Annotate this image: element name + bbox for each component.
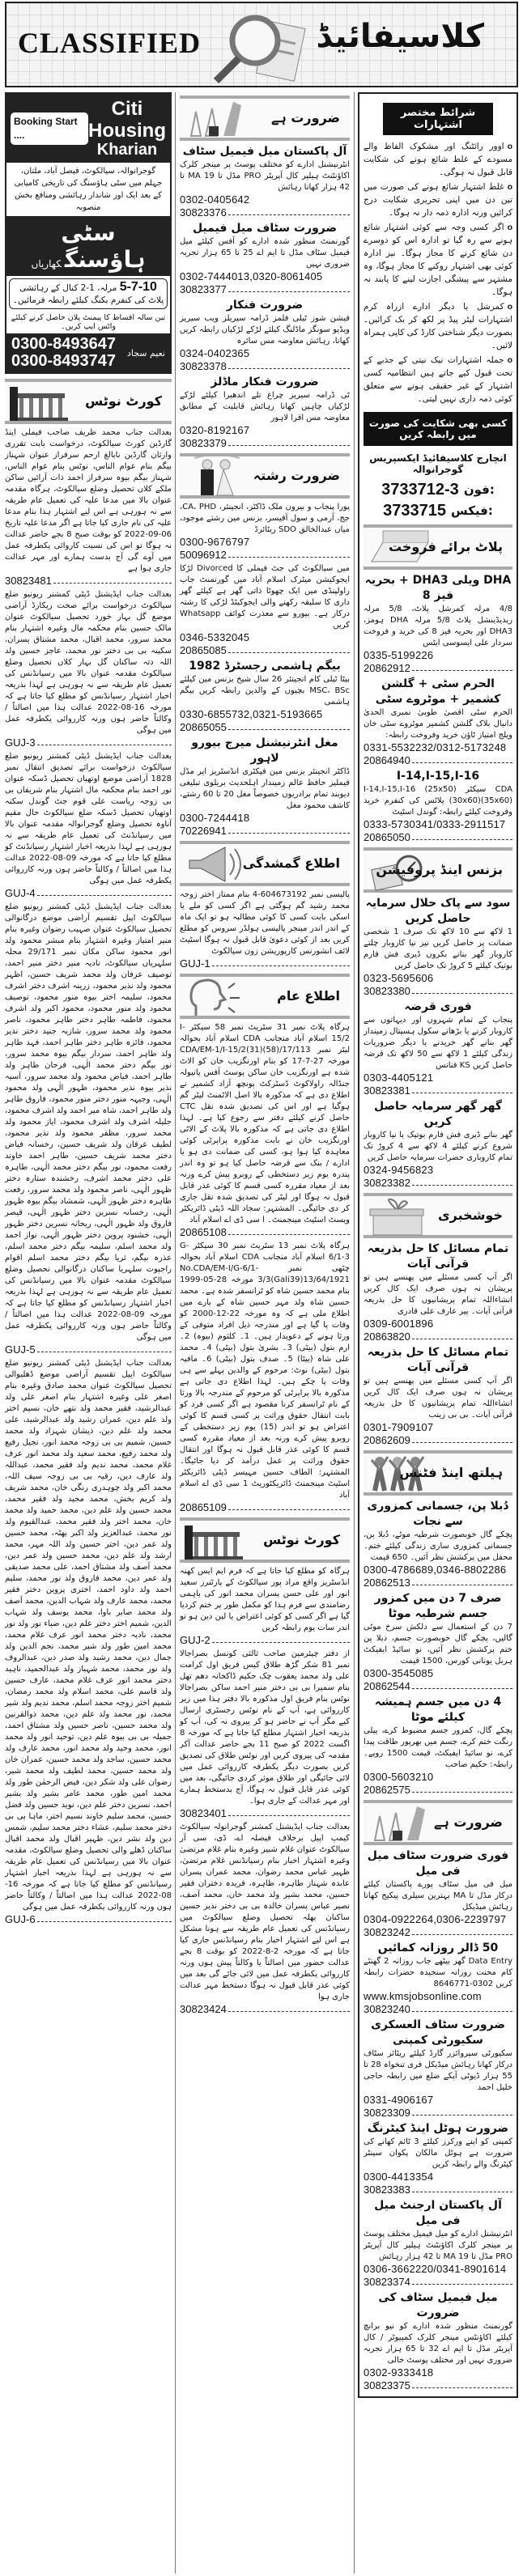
ad-title: سود سے پاک حلال سرمایہ حاصل کریں (365, 897, 511, 925)
fax-label: فیکس: (451, 503, 493, 518)
installment-plan: تین سالہ اقساط کا پیمنٹ پلان حاصل کرنے کیلئے واٹس ایپ کریں۔ (11, 313, 166, 331)
ad-phone: 0331-5532232/0312-5173248 (364, 741, 507, 753)
citi-housing-description: گوجرانوالہ، سیالکوٹ، فیصل آباد، ملتان، جہلم میں سٹی ہاؤسنگ کی تاریخی کامیابی کے بعد ایک اور شاندار رہائشی ومنافع بخش منصوبہ (14, 167, 163, 212)
ad-body: 7 دن کے استعمال سے دلکش سرخ موٹی گالیں، پچکے گال خوبصورت جسم، دبلا پن ختم پرکشش نظر آئیں، نو سائیڈ ایفیکٹ ہربل یونانی کورس، 1500 قیمت (364, 1623, 512, 1666)
citi-housing-city: Kharian (96, 141, 158, 159)
classified-ad (364, 2198, 512, 2289)
ad-reference (364, 1330, 512, 1343)
ad-reference (364, 754, 512, 767)
ad-reference (364, 2276, 512, 2289)
classified-ad (180, 889, 350, 970)
terms-rule: o غلط اشتہار شائع ہونے کی صورت میں تین دن میں اپنی تحریری شکایت درج کرائیں ورنہ ادارہ ذمہ دار نہ ہوگا۔ (364, 180, 512, 219)
ad-title: تمام مسائل کا حل بذریعہ قرآنی آیات (367, 1242, 509, 1271)
dashed-separator (412, 1442, 512, 1443)
classified-ad (364, 2290, 512, 2392)
ad-body: CDA سیکٹر I-14,I-15,I-16 (25x50)(30x60)(35x60) پلاٹس کی کنفرم خرید وفروخت کیلئے رابطہ: گوندل اسٹیٹ (364, 785, 513, 817)
ad-phone: 0302-0405642 (180, 193, 250, 206)
dashed-separator (228, 291, 350, 292)
category-header (364, 1193, 512, 1238)
citi-housing-urdu-name (6, 216, 170, 276)
terms-rule: o کمرشل یا دیگر ادارے ازراہ کرم اشتہارات لیٹر پیڈ پر لکھ کر بک کرائیں۔ بصورت دیگر شناختی کارڈ کی کاپی ہمراہ لائیں۔ (364, 300, 512, 352)
ad-body: ہرگاہ پلاٹ نمبر 13 سٹریٹ نمبر 30 سیکٹر G-6/1-3 اسلام آباد منجانب CDA اسلام آباد بحوالہ چٹھی نمبر No.CDA/EM-I/G-6/1-3/3(Gali39)13/64/1921 مورخہ 28-05-1999 بنام محمد حسین شاہ کو ٹرانسفر شدہ ہے۔ محمد حسین شاہ ولد مہر حسین شاہ کے بارے میں اطلاع ملی ہے کہ وہ مورخہ 22-12-2000 کو وفات پا گیا ہے اور مندرجہ ذیل افراد متوفی کے ورثا ہونے کے دعویدار ہیں۔ 1۔ کلثوم (بیوہ) 2۔ ارم بتول (بیٹی) 3۔ بشریٰ بتول (بیٹی) 4۔ محمد علی شاہ (بیٹا) 5۔ صدف بتول (بیٹی) 6۔ مافیہ بتول (بیٹی) نوٹ: مرحوم کے والدین پہلے سے ہی وفات پا چکے ہیں۔ لہذا اطلاع دی جاتی ہے مذکورہ بالا پراپرٹی کو مرحوم کے مندرجہ بالا ورثا کے نام ٹرانسفر کرنا مقصود ہے اگر کسی فرد کو بابت انتقال حقوق وراثت پر کسی قسم کا کوئی اعتراض ہو تو اندر (15) یوم زیر دستخطی کے روبرو پیش کرے ورنہ بعد از معیاد مقررہ کسی قسم کا کوئی عذر قابل قبول نہ ہوگا اور انتقال حقوق وراثت پر عمل درآمد کر دیا جائیگا۔ المشتہر: الطاف حسین مہیسر ڈپٹی ڈائریکٹر اسٹیٹ مینجمنٹ ڈائریکٹوریٹ 1 سی ڈی اے اسلام آباد (180, 1241, 351, 1500)
dashed-separator (53, 583, 172, 584)
ad-reference (180, 825, 350, 838)
citi-housing-title: Citi Housing (88, 98, 166, 142)
ad-phone: 0331-4906167 (364, 2094, 434, 2106)
incharge-label: انچارج کلاسیفائیڈ ایکسپریس گوجرانوالہ (369, 452, 507, 475)
dashed-separator (412, 2284, 512, 2285)
ad-title: فوری ضرورت سٹاف میل فی میل (367, 1849, 509, 1878)
ad-body: بعدالت جناب ایڈیشنل ڈپٹی کمشنر ریونیو ضلع سیالکوٹ درخواست برائے صحت ریکارڈ آراضی موضع گل بہار خورد تحصیل سیالکوٹ عنوان مالک حسین بنام محکمہ مال وغیرہ اشتہار بنام محمد سرور، محمد اقبال، محمد مشتاق پسران، سکینہ بی بی دختر نور محمد، عاجز حسین ولد اللہ دتہ ساکنان گل بہار کلاں تحصیل وضلع سیالکوٹ مقدمہ عنوان بالا میں رسپانڈنس کی تعمیل عام طریقہ سے نہ ہورہی ہے لہذا بذریعہ اخبار اشتہار رسپانڈنس کو مطلع کیا جاتا ہے کہ مورخہ 16-08-2022 عدالت ہذا میں اصالتاً / وکالتاً حاضر ہوں ورنہ کارروائی یکطرفہ عمل میں ہوگی (5, 590, 172, 735)
ad-title: آل پاکستان میل فیمیل سٹاف (182, 145, 347, 158)
courthouse-icon (185, 1521, 249, 1561)
ad-code: 30823376 (180, 206, 227, 219)
ad-phone: 0300-3545085 (364, 1667, 434, 1679)
ad-phone: 0320-8192167 (180, 424, 250, 436)
dashed-separator (228, 1509, 350, 1510)
gift-box-icon (368, 1196, 433, 1237)
ad-code: GUJ-3 (5, 736, 36, 749)
citi-phones (11, 336, 127, 370)
category-label: ضرورت ہے (434, 1814, 503, 1830)
ad-phone: 0333-5730341/0333-2911517 (364, 818, 506, 830)
terms-box (364, 103, 512, 521)
office-phone-number: 3733712-3 (381, 481, 459, 499)
ad-code: 30823377 (180, 283, 227, 295)
classified-ad (5, 751, 172, 900)
ad-body: فیشن شوز ٹیلی فلمز ڈرامہ سیریلز ویب سیریز ویڈیو سونگز ماڈلنگ کیلئے لڑکے لڑکیاں رابطہ کریں کھانا، رہائش معاوضہ مس سائرہ (180, 314, 350, 346)
ad-body: پچکے گال، کمزور جسم مضبوط کرے، پیلی رنگت ختم کرے، جسم میں بھرپور طاقت پیدا کرے، نو سائیڈ ایفیکٹ، قیمت 1500 روپے۔ رابطہ: حکیم صاحب (364, 1726, 512, 1769)
ad-title: ضرورت سٹاف العسکری سکیورٹی کمپنی (371, 2018, 505, 2047)
office-phone (364, 479, 512, 500)
classified-ad (180, 1241, 350, 1514)
ad-title: I-14,I-15,I-16 (396, 770, 480, 783)
category-label: خوشخبری (438, 1207, 503, 1223)
ad-reference (180, 283, 350, 296)
speaking-head-icon (185, 977, 249, 1017)
ad-code: 20862609 (364, 1434, 410, 1446)
ad-title: آل پاکستان ارجنٹ میل فی میل (374, 2199, 502, 2227)
ad-title: مغل انٹرنیشنل میرج بیورو لاہور (191, 736, 338, 765)
ad-body: گورنمنٹ منظور شدہ ادارے کو نیو برانچ کیلئے اکاؤنٹس مینجر کلرک کمپیوٹر / کال آپریٹر مڈل تا ایم اے 32 تا 65 ہزار تجربہ ضروری نہیں اور مختلف پوسٹ خالی (364, 2322, 512, 2365)
ad-body: میل فی میل سٹاف پورے پاکستان کیلئے درکار مڈل تا MA بہترین سیلری پیکیج کھانا رہائش میڈیکل (364, 1880, 513, 1912)
ad-body: ٹی ڈرامہ سیریز چراغ تلے اندھیرا کیلئے لڑکے لڑکیاں چاہیں کھانا رہائش قابلیت کے مطابق معاوضہ مس اقرا لاہور (180, 391, 350, 422)
category-header (180, 841, 350, 886)
phone-number: 0300-8493747 (11, 352, 117, 370)
ad-body: 1 لاکھ سے 10 لاکھ تک صرف 1 شخصی ضمانت پر حاصل کریں نیز نیا کاروبار چلتے کاروبار گھر بنانے بکروں ڈیری فش فارم بوتیک کیلئے 5 کروڑ تک حاصل کریں (364, 927, 512, 970)
ad-body: اگر آپ کسی مسئلے میں پھنسے ہیں تو پریشان نہ ہوں صرف ایک کال کریں انشاءاللہ تمام پریشانیوں کا حل بذریعہ قرآنی آیات۔ پیر عارف علی قادری (364, 1273, 512, 1316)
dashed-separator (228, 445, 350, 446)
ad-reference (5, 575, 172, 588)
category-label: کورٹ نوٹس (85, 393, 162, 409)
ad-body: بیٹا ٹیلی کام انجینئر 26 سال شیخ بزنس مین کیلئے MSC، BSc بچیوں کے والدین رابطہ کریں بیگم ہاشمی (180, 675, 350, 707)
ad-code: 20862544 (364, 1680, 410, 1692)
dashed-separator (212, 1642, 350, 1643)
ad-body: پالیسی نمبر 604673192-4 بنام ممتاز اختر زوجہ محمد رشید گم ہوگئی ہے اگر کسی کو ملے یا اسکی بابت کسی کا کوئی مطالبہ ہو تو ایک ماہ کے اندر اندر مینجر پالیسی ہولڈر سروس کو مطلع کریں بعد از کوئی دعویٰ قابل قبول نہ ہوگا اسٹیٹ لائف انشورنس کارپوریشن زون سیالکوٹ (180, 890, 351, 956)
ad-code: 20865050 (364, 831, 410, 843)
right-column-ads (364, 524, 512, 2392)
urdu-name: سٹی ہاؤسنگ (61, 219, 146, 273)
ad-code: 30823381 (364, 1084, 410, 1097)
ad-title: ضرورت سٹاف میل فیمیل (192, 222, 338, 235)
ad-title: تمام مسائل کا حل بذریعہ قرآنی آیات (367, 1346, 509, 1374)
plot-size-numbers: 5-7-10 (119, 280, 157, 294)
classified-ad (364, 1695, 512, 1797)
classified-ad (180, 221, 350, 296)
ad-reference (180, 1501, 350, 1514)
terms-rule: o اوور رائٹنگ اور مشکوک الفاظ والے مسودے کے غلط شائع ہونے کی شکایت قابل قبول نہ ہوگی۔ (364, 140, 512, 179)
ad-code: GUJ-1 (180, 957, 210, 970)
megaphone-icon (185, 844, 249, 885)
dashed-separator (412, 1934, 512, 1935)
classified-ad (364, 1848, 512, 1939)
ad-code: 20862513 (364, 1577, 410, 1589)
classified-ad (5, 427, 172, 588)
raised-hands-icon (185, 99, 249, 139)
category-header (180, 974, 350, 1019)
ad-code: 20863820 (364, 1330, 410, 1343)
column-divider (354, 92, 355, 2574)
ad-reference (364, 2379, 512, 2392)
ad-body: گورنمنٹ منظور شدہ ادارے کو آفس کیلئے میل فیمیل سٹاف مڈل تا ایم اے 25 تا 65 ہزار تجربہ ضروری نہیں (180, 237, 350, 269)
ad-reference (364, 1577, 512, 1589)
classified-ad (180, 1566, 350, 1647)
classified-ad (180, 1022, 350, 1239)
ad-code: 30823309 (364, 2107, 410, 2119)
ad-code: 20865108 (180, 1226, 227, 1238)
ad-code: 30823374 (364, 2276, 410, 2288)
ad-reference (364, 1680, 512, 1693)
classified-ad (180, 563, 350, 657)
classified-ad (180, 375, 350, 450)
ad-phone: 0300-5603210 (364, 1771, 434, 1783)
ad-phone: 0324-0402365 (180, 347, 250, 359)
ad-code: 20864940 (364, 754, 410, 766)
ad-body: ہرگاہ کو مطلع کیا جاتا ہے کہ فرم ایم ایس کھنہ انڈسٹریز واقع مراد پور سیالکوٹ کے پارٹنرز سعید انور اور علی حسن پسران محمد انور کی باہمی رضامندی سے فرم ہذا کو مکمل طور پر ختم کردیا گیا ہے اگر کسی کو کوئی اعتراض یا لین دین ہو تو اندر سات یوم رابطہ کریں (180, 1567, 350, 1632)
ad-code: 20862912 (364, 662, 410, 674)
ad-reference (5, 736, 172, 749)
ad-title: DHA ویلی DHA3 + بحریہ فیز 8 (364, 574, 512, 602)
website-link[interactable]: www.kmsjobsonline.com (364, 1990, 482, 2002)
ad-phone: 0301-7909107 (364, 1421, 434, 1433)
category-label: اطلاع عام (277, 988, 340, 1004)
ad-title: گھر گھر سرمایہ حاصل کریں (373, 1100, 503, 1128)
ad-phone: 0304-0922264,0306-2239797 (364, 1913, 507, 1925)
ad-code: 50096912 (180, 549, 227, 561)
ad-body: Data Entry گھر بیٹھے جاب روزانہ 2 گھنٹے کام محنت روزانہ سنجیدہ حضرات رابطہ کریں 0302-8646771 (364, 1957, 512, 1988)
category-label: ضرورت رشتہ (253, 468, 340, 483)
category-header (364, 524, 512, 570)
ad-phone: 0302-9333418 (364, 2366, 434, 2379)
classified-ad (364, 999, 512, 1097)
ad-reference (364, 1434, 512, 1447)
ad-code: 30823382 (364, 1177, 410, 1189)
dashed-separator (412, 839, 512, 840)
ad-phone: 0303-4405121 (364, 1072, 434, 1084)
ad-phone: 0346-5332045 (180, 631, 250, 643)
classified-ad (364, 2018, 512, 2120)
ad-reference (180, 644, 350, 657)
ad-code: 20862575 (364, 1784, 410, 1796)
ad-code: 30823380 (364, 985, 410, 997)
ad-reference (180, 437, 350, 450)
ad-phone: 0306-3662220/0341-8901614 (364, 2263, 507, 2275)
ad-reference (364, 2183, 512, 2196)
dashed-separator (37, 1921, 172, 1922)
urdu-city: کھاریاں (31, 258, 62, 269)
classified-ad (364, 1345, 512, 1447)
ad-reference (180, 206, 350, 219)
ad-body: ہرگاہ پلاٹ نمبر 31 سٹریٹ نمبر 58 سیکٹر I-15/2 اسلام آباد منجانب CDA اسلام آباد بحوالہ لیٹر نمبر CDA/EM-1/I-15/2(31)(58)/17/113 مورخہ 27-7-17 کو بنام اورنگزیب خان کو الاٹ شدہ ہے اورنگزیب خان ساکن پوسٹ آفس پانیولہ جنڈالہ راولاکوٹ ڈسٹرکٹ پونچھ آزاد کشمیر نے اطلاع دی ہے کہ مذکورہ بالا اصل الاٹمنٹ لیٹر گم ہوگیا ہے اور اس کی تصدیق شدہ نقل CTC حاصل کرنے کیلئے دفتر سے رجوع کیا ہے۔ لہذا اطلاع دی جاتی ہے کہ مذکورہ بالا پلاٹ کے الاٹی اورنگزیب خان نے بابت مذکورہ پراپرٹی کوئی معاہدہ کیا ہوا ہو، کسی کی ضمانت دی ہو یا ادارے / بنک سے قرضہ حاصل کیا ہو تو وہ اندر پندرہ یوم زیر دستخطی کے روبرو پیش کرے ورنہ بعد از معیاد مقررہ کسی قسم کا کوئی عذر قابل قبول نہ ہوگا اور لیٹر کی تصدیق شدہ نقل جاری کر دی جائیگی۔ المشتہر: سجاد اللہ ڈپٹی ڈائریکٹر ویسٹ اسٹیٹ مینجمنٹ۔ ا سی ڈی اے اسلام آباد (180, 1023, 351, 1224)
ad-reference (180, 549, 350, 562)
ad-code: GUJ-4 (5, 887, 36, 899)
classified-ad (180, 736, 350, 838)
ad-title: ضرورت ہوٹل اینڈ کیٹرنگ (367, 2122, 509, 2135)
category-label: پلاٹ برائے فروخت (388, 539, 503, 554)
classified-ad (364, 1099, 512, 1190)
ad-code: 30823481 (5, 575, 52, 587)
category-label: ضرورت ہے (271, 110, 340, 125)
ad-reference (180, 1634, 350, 1647)
classified-title-urdu: کلاسیفائیڈ (316, 18, 484, 55)
citi-housing-name (88, 98, 166, 159)
ad-code: GUJ-5 (5, 1343, 36, 1356)
ad-phone: 0302-7444013,0320-8061405 (180, 270, 323, 282)
ad-code: 30823240 (364, 2003, 410, 2015)
classified-ad (364, 1499, 512, 1589)
ad-reference (364, 1926, 512, 1939)
ad-reference (180, 957, 350, 970)
ad-body: سکیورٹی سپروائزر گارڈ کیلئے ریٹائر سٹاف درکار کھانا رہائش میڈیکل فری تنخواہ 28 تا 55 ہزار ڈیوٹی آپکے ضلع میں رابطہ حاجی خلیل احمد (364, 2049, 512, 2092)
ad-body: پچکے گال خوبصورت شرطیہ موٹے، دُبلا پن، جسمانی کمزوری ساری زندگی کیلئے ختم۔ محفل میں پرکشش نظر آئیں۔ 650 قیمت (364, 1530, 512, 1562)
ad-reference (5, 1343, 172, 1356)
dashed-separator (228, 214, 350, 215)
phone-number: 0300-8493647 (11, 335, 117, 353)
ad-body: کمپنی کو اپنے ورکرز کیلئے 3 ٹائم کھانے کی ضرورت ہے ہوٹل مالکان پکوان سینٹر کیٹرنگ والے رابطہ کریں (364, 2137, 512, 2169)
classified-ad (5, 1358, 172, 1926)
ad-title: میل فیمیل سٹاف کی ضرورت (378, 2291, 498, 2319)
ad-phone: 0309-6001896 (364, 1318, 434, 1330)
dashed-separator (412, 1688, 512, 1689)
dashed-separator (37, 895, 172, 896)
category-header (180, 1517, 350, 1563)
ad-reference (364, 1084, 512, 1097)
left-column-ads (5, 379, 172, 1926)
classified-ad (180, 298, 350, 373)
ad-code: 20865055 (180, 721, 227, 733)
terms-rule: o اگر کسی وجہ سے کوئی اشتہار شائع ہونے سے رہ گیا تو ادارہ اس کو دوسرے دن شائع کرنے کا مجاز ہوگا۔ نیز ادارہ کوئی بھی اشتہار روکنے کا مجاز ہوگا، وہ مشتہر سے پیشگی اجازت لینے کا پابند نہ ہوگا۔ (364, 221, 512, 299)
ad-reference (364, 662, 512, 675)
ad-code: 20865085 (180, 644, 227, 656)
ad-code: 20865109 (180, 1501, 227, 1513)
ad-body: انٹرنیشنل ادارے کو میل فیمیل مختلف پوسٹ پر مینجر کلرک اکاؤنٹنٹ ہیلپر کال آپریٹر PRO مڈل تا MA 19 تا 42 ہزار رہائش (364, 2230, 512, 2261)
classified-ad (180, 1822, 350, 2016)
ad-body: ڈاکٹر انجینئر بزنس مین فیکٹری انڈسٹریز اپر مڈل فیملیز حافظ عالم زمیندار اہلحدیث بریلوی تبلیغی دیوبند تمام برادریوں خصوصاً مغل 20 تا 60 رشتے، کاشف محمود مغل (180, 767, 351, 810)
ad-body: 4/8 مرلہ کمرشل پلاٹ، 5/8 مرلہ ریذیڈینشل پلاٹ 5/8 مرلہ DHA ہومز، DHA3 اور بحریہ فیز 8 کی خرید و فروخت سردار علی ایسوسی ایٹس (364, 605, 512, 647)
middle-column-ads (180, 95, 350, 2016)
dashed-separator (412, 762, 512, 763)
classified-ad (364, 769, 512, 844)
classified-ad (364, 896, 512, 998)
ad-phone: 0300-7244418 (180, 812, 250, 824)
dashed-separator (212, 965, 350, 966)
ad-phone: 0300-9676797 (180, 536, 250, 548)
office-fax (364, 500, 512, 521)
classified-ad (364, 1941, 512, 2016)
ad-reference (180, 2003, 350, 2016)
terms-rules (364, 140, 512, 405)
dashed-separator (228, 729, 350, 730)
classified-ad (364, 677, 512, 767)
classified-ad (364, 2121, 512, 2196)
dashed-separator (412, 2115, 512, 2116)
ad-body: بعدالت جناب ایڈیشنل ڈپٹی کمشنر ریونیو ضلع سیالکوٹ اپیل تقسیم آراضی موضع درگانوالی تحصیل سیالکوٹ عنوان صہیب رضوان وغیرہ بنام منیر امتیاز وغیرہ اشتہار بنام مبشر محمود ولد انور محمود ساکن مکان نمبر 29/171 محلہ سلہریاں سیالکوٹ، نادیہ منیر دختر منیر احمد، توصیف عرفان ولد محمد شریف حسین، اظہر محمود ولد نذیر محمود، زرینہ اشرف دختر اشرف محمود، سلیمہ اختر بیوہ منور محمود، توصیف محمود ولد منور محمود، محمود اکبر ولد اشرف محمود، فاطمہ طاہر دختر طاہر محمود، ناصر محمود ولد محمد سرور، شازیہ جنید دختر نذیر محمود، فائزہ طاہر دختر طاہر احمد، فہد طاہر ولد طاہر احمد، سردار بیگم بیوہ محمد سرور، نور بیگم دختر محمد الٰہی، فرحان طاہر ولد طاہر احمد، فیاض محمود ولد محمد سرور، آسیہ نذیر بیوہ نذیر محمود، ظہور الٰہی ولد محمود الٰہی، وجیہہ منور دختر منور محمود، فاروق طاہر ولد طاہر احمد، شاہ میر احمد ولد اشرف محمود، جلیلہ اشرف ولد اشرف محمود، ایاز محمود ولد محمد سرور، مظفر محمود ولد نذیر محمود، لطیف عرفان ولد شریف حسین، رخسانہ فیاض دختر محمد شریف حسین، طاہر احمد خاوند رفعت محمود، نور بیگم دختر محمد الٰہی، طاہرہ علی دختر محمد اشرف، رخشندہ ستارہ دختر ظہور الٰہی، ناصر محمود ولد محمد سرور، رفعت طاہرہ دختر ظہور الٰہی، شمشاد بیگم بیوہ ظہور الٰہی، رخسانہ نسرین دختر ظہور الٰہی، قیصر فاروق ولد ظہور الٰہی، ریحانہ نسرین دختر ظہور الٰہی، خشنود پروین دختر ظہور الٰہی، نواز احمد ولد محمد اسلم، سلیمہ بیگم دختر محمد اسلم، عذرہ بیگم، ثریا بیگم دختر محمد اسلم اقوام راجپوت سلہریا ساکنان درگانوالی تحصیل وضلع سیالکوٹ مقدمہ عنوان بالا میں رسپانڈنس کی تعمیل عام طریقہ سے نہ ہورہی ہے لہذا بذریعہ اخبار اشتہار رسپانڈنس کو مطلع کیا جاتا ہے کہ مورخہ 09-08-2022 عدالت ہذا میں اصالتاً / وکالتاً حاضر ہوں ورنہ کارروائی یکطرفہ عمل میں ہوگی (5, 902, 172, 1342)
ad-code: 30823424 (180, 2003, 227, 2015)
ad-title: 50 ڈالر روزانہ کمائیں (377, 1942, 499, 1954)
ad-reference (180, 1226, 350, 1239)
category-label: کورٹ نوٹس (263, 1532, 340, 1547)
plot-sizes (9, 278, 168, 309)
plot-sizes-text: مرلہ، 1-2 کنال کے رہائشی پلاٹ کی کنفرم بکنگ کیلئے رابطہ فرمائیں۔ (12, 283, 164, 305)
category-header (364, 847, 512, 893)
left-column (5, 92, 172, 1928)
ad-reference (180, 721, 350, 734)
classified-ad (180, 659, 350, 734)
ad-reference (364, 2003, 512, 2016)
category-header (364, 1800, 512, 1845)
courthouse-icon (10, 382, 74, 422)
ad-reference (364, 985, 512, 998)
middle-column (180, 92, 350, 2018)
ad-code: GUJ-6 (5, 1913, 36, 1925)
ad-body: میں سیالکوٹ کی جٹ فیملی کا Divorced لڑکا ایجوکیشن میٹرک اسلام آباد میں گورنمنٹ جاب راولپنڈی میں ایک چھوٹا ذاتی گھر ہے کیلئے گھر داری کا سلیقہ رکھنے والی ایجوکیٹڈ لڑکی کا رشتہ درکار ہے۔ بیورو سے معذرت کوائف Whatsapp کریں (180, 564, 351, 630)
ad-body: گھر بنانے ڈیری فش فارم بوتیک یا نیا کاروبار شروع کرنے کیلئے 4 لاکھ سے 4 کروڑ تک تمام کاروباری حضرات سرمایہ حاصل کریں (364, 1131, 513, 1162)
ad-reference (180, 360, 350, 373)
ad-body: انٹرنیشنل ادارے کو مختلف پوسٹ پر مینجر کلرک اکاؤنٹنٹ ہیلپر کال آپریٹر PRO مڈل تا MA 19 تا 42 ہزار کھانا رہائش (180, 160, 350, 192)
category-header (364, 1450, 512, 1496)
raised-hands-icon (368, 1803, 433, 1844)
phone-label: فون: (463, 482, 495, 497)
ad-reference (364, 1784, 512, 1797)
office-fax-number: 3733715 (383, 502, 446, 520)
classified-ad (364, 1591, 512, 1693)
ad-code: 30823242 (364, 1926, 410, 1938)
ad-code: 30823383 (364, 2183, 410, 2196)
classified-ad (5, 589, 172, 749)
ad-phone: 0323-5695606 (364, 972, 434, 984)
category-header (180, 95, 350, 141)
page-header (5, 2, 518, 87)
complaint-banner: کسی بھی شکایت کی صورت میں رابطہ کریں (364, 412, 512, 446)
ad-body: پورا پنجاب و بیرون ملک ڈاکٹر، انجینئر، CA، PHD، جج، آرمی و سول آفیسر، بزنس مین رشتے موجود، میاں عبدالخالق SDO ریٹائرڈ (180, 503, 350, 534)
classified-ad (364, 1241, 512, 1343)
ad-title: فوری قرضہ (404, 1000, 472, 1013)
dashed-separator (412, 1185, 512, 1186)
ad-reference (364, 831, 512, 844)
classified-ad (180, 144, 350, 219)
ad-body: بعدالت جناب ایڈیشنل ڈپٹی کمشنر ریونیو ضلع سیالکوٹ اپیل تقسیم آراضی موضع ڈھلیوالی تحصیل سیالکوٹ عنوان محمد صادق وغیرہ بنام اصغر علی وغیرہ اشتہار بنام اصغر علی ولد عبدالرشید، فقیر محمد ولد نتھے خان، نسیم اختر ولد علم دین، عمران رشید ولد عبدالرشید، علی محمد ولد علم دین، ذیشان شہزاد ولد محمد حسین، شمیم بی بی زوجہ محمد انور، نجیل رفیع ولد محمد رفیع، محمد سعید ولد محمد انور عرف غلام محمد، محمد ندیم ولد فقیر محمد، عبداللہ ولد عارف دین، رقیہ بی بی زوجہ سیف اللہ، محمد اکبر ولد چوہدری رنگی خان، محمد شریف ولد کریم بخش، محمد مجید ولد فقیر محمد، محمد حسین ولد علم دین، محمد حمید ولد محمد خان، محمد اختر ولد فقیر محمد، عبدالقیوم ولد نور محمد، عبدالعزیز ولد اکبر بھٹہ، محمد حسین ولد عمر دین، اختر حسین ولد اللہ مہر، محمد ارشد ولد علم دین، محمد حسین ولد عمر دین، محمد آصف ولد مشتاق احمد، علی محمد صدیقی ولد عمر دین، محمد فاروق ولد نور محمد، سلیم احمد ولد داود احمد، اختری پروین دختر فقیر محمد، محمد عارف ولد شہاب الدین، محمد آصف ولد محمد صابر باوا، محمد یوسف ولد شہاب الدین، شمیم اختر دختر علم دین، ضیاء نور ولد نور محمد، نادیہ دختر محمد انور عرف غلام محمد، محمد امین طور ولد شیر محمد، نجم الدین ولد جمال دین، محمد رشید ولد صدر دین، عبدالروف ولد نور محمد، محمد شہباز ولد عبدالحمید، ناہید دختر محمد انور عرف غلام محمد، عارف حسین ولد قاسم علی، محمد اسلام ولد محمد رمضان، شمیم اختر زوجہ محمد اسلم، محمد ندیم ولد شیر محمد، نور محمد ولد علم دین، محمد ذوالقرنین ولد محمد حسین، ناصر حسین ولد مشتاق احمد، جمیلہ بی بی بیوہ علم دین، توحید انور ولد محمد انور، محمد وحید ولد محمد انور، محمد عارف ولد محمد حسین، ساجد ولد محمد حسین، عمران خان ولد محمد حسین، محمد لطیف ولد محمد شیر، رضوان علی ولد شکر دین، فیض الرحمٰن طور ولد محمد امین طور، محمد عامر بشیر ولد بشیر احمد، نسرین دختر علم دین، نوید حسین ولد فضل حسین، محمد سلیم خاوند نسیم اختر، ماہا بی بی دختر محمد سلیم، عشاء دختر محمد سلیم، شمس دین ولد نشر دین، ظہیر اقبال ولد محمد اقبال ساکنان ڈھلے والی تحصیل وضلع سیالکوٹ، مقدمہ عنوان بالا میں رسپانڈنس کی تعمیل عام طریقہ سے نہ ہورہی ہے لہذا بذریعہ اخبار اشتہار رسپانڈنس کو مطلع کیا جاتا ہے کہ مورخہ 16-08-2022 عدالت ہذا میں اصالتاً / وکالتاً حاضر ہوں ورنہ کارروائی یکطرفہ عمل میں ہوگی (4, 1359, 172, 1912)
dashed-separator (228, 652, 350, 653)
classified-title-english: CLASSIFIED (18, 27, 202, 59)
ad-title: صرف 7 دن میں کمزور جسم شرطیہ موٹا (374, 1592, 502, 1620)
dashed-separator (228, 368, 350, 369)
category-header (180, 453, 350, 499)
magnifier-newspaper-icon (205, 10, 326, 84)
ad-reference (5, 887, 172, 900)
wedding-couple-icon (185, 456, 249, 497)
contact-name: نعیم سجاد (126, 347, 165, 359)
ad-body: اگر آپ کسی مسئلے میں پھنسے ہیں تو پریشان نہ ہوں صرف ایک کال کریں انشاءاللہ تمام پریشانیوں کا حل بذریعہ قرآنی آیات۔ بی بی زینب (364, 1377, 512, 1420)
dashed-separator (228, 1234, 350, 1235)
category-label: اطلاع گمشدگی (242, 855, 340, 871)
ad-body: بعدالت جناب محمد ظریف صاحب فیملی اینڈ گارڈین کورٹ سیالکوٹ، درخواست بابت تقرری وارثان گارڈین نابالغ ارحم سرفراز عنوان شہناز بیگم بنام عوام الناس، نوٹس بنام عوام الناس، شہناز بیگم بیوہ سرفراز احمد ذات آرائیں ساکن ملکے کلاں تحصیل وضلع سیالکوٹ، ہرگاہ مقدمہ عنوان بالا میں مدعا علیہ کی تعمیل عام طریقہ سے نہ ہورہی ہے اس لیے اشتہار ہذا بنام مدعا علیہ کی نام جاری کیا جاتا ہے اگر مدعا علیہ تاریخ 06-09-2022 کو بوقت صبح 8 بجے حاضر عدالت نہ ہوگا تو اس کی نسبت کاروائی یکطرفہ عمل میں آوے گی آج بدست ہمارے اور مہر عدالت جاری ہوا ہے (5, 428, 172, 573)
classified-ad (364, 573, 512, 675)
category-label: بزنس اینڈ پروفیشن (376, 862, 503, 877)
classified-ad (5, 902, 172, 1356)
ad-body: بعدالت جناب ایڈیشنل ڈپٹی کمشنر ریونیو ضلع سیالکوٹ درخواست برائے تصدیق انتقال نمبر 1828 آراضی موضع اوتھیاں تحصیل ڈسکہ عنوان نور احمد بنام محکمہ مال اشتہار بنام شریفاں بی بی زوجہ ریاست علی قوم جٹ گوندل سکنہ اوتھیاں تحصیل ڈسکہ ضلع سیالکوٹ حال مقیم آناوہ تحصیل وضلع گوجرانوالہ مقدمہ عنوان بالا میں رسپانڈنٹ کی تعمیل عام طریقہ سے نہ ہورہی ہے لہذا بذریعہ اخبار اشتہار رسپانڈنٹ کو مطلع کیا جاتا ہے کہ مورخہ 09-08-2022 عدالت ہذا میں اصالتاً / وکالتاً حاضر ہوں ورنہ کارروائی یکطرفہ عمل میں ہوگی (5, 752, 172, 885)
ad-body: الحرم سٹی اقصیٰ طوبیٰ نمبری الحدیٰ دانیال بلاک گلشن کشمیر موٹروے سٹی خان ویلج امتیاز ٹاؤن خرید وفروخت رابطہ: (364, 708, 512, 740)
ad-phone: 0300-4413354 (364, 2171, 434, 2183)
column-divider (175, 92, 176, 2574)
ad-code: GUJ-2 (180, 1634, 210, 1646)
dashed-separator (412, 1792, 512, 1793)
category-label: ہیلتھ اینڈ فٹنس (399, 1465, 503, 1480)
ad-title: دُبلا پن، جسمانی کمزوری سے نجات (367, 1500, 509, 1528)
dashed-separator (412, 993, 512, 994)
dashed-separator (412, 2011, 512, 2012)
ad-phone: 0324-9456823 (364, 1164, 434, 1176)
terms-title: شرائط مختصر اشتہارات (383, 103, 493, 135)
ad-code: 70226941 (180, 825, 227, 837)
dashed-separator (412, 670, 512, 671)
ad-code: 30823375 (364, 2379, 410, 2391)
dashed-separator (228, 557, 350, 558)
ad-reference (180, 1807, 350, 1820)
dashed-separator (228, 1815, 350, 1816)
ad-reference (5, 1913, 172, 1926)
right-column (358, 92, 518, 2398)
dashed-separator (228, 833, 350, 834)
ad-code: 30823378 (180, 360, 227, 372)
ad-title: بیگم ہاشمی رجسٹرڈ 1982 (189, 660, 341, 673)
ad-phone: 0335-5199226 (364, 649, 434, 661)
ad-body: پنجاب کے تمام شہروں اور دیہاتوں سے کاروبار کرنے یا بڑھانے سکول ہسپتال زمیندار گھر بنانے گھر خریدنے یا دیگر ضروریات زندگی کیلئے 1 لاکھ سے 50 لاکھ تک قرضہ حاصل کریں KS فنانس (364, 1016, 513, 1070)
dashed-separator (412, 2387, 512, 2388)
category-header (5, 379, 172, 424)
booking-start-badge: Booking Start .... (11, 112, 88, 145)
ad-phone: 0300-4786689,0346-8802286 (364, 1564, 507, 1576)
ad-reference (364, 1177, 512, 1190)
ad-code: 30823379 (180, 437, 227, 449)
ad-title: الحرم سٹی + گلشن کشمیر + موٹروے سٹی (375, 677, 501, 706)
dashed-separator (228, 2011, 350, 2012)
ad-code: 30823401 (180, 1807, 227, 1819)
classified-ad (180, 1649, 350, 1820)
ad-body: از دفتر چیئرمین صاحب ثالثی کونسل بصراجالا نمبر 81 شکر گڑھ طلاق کیس فریق اول کرامت علی ولد محمد یعقوب چک حکیم ڈاکخانہ دھم تھل بنام سمیرا بی بی دختر منیر احمد ساکن بصراجالا نوٹس بنام فریق اول مذکورہ بالا دفتر ہذا میں زیر کارروائی ہے، آپ کے نام نوٹس رجسٹری ارسال کیے مگر آپ نے حاضر ہو کر پیروی نہ کی، آپ کو بذریعہ اخبار اشتہار مطلع کیا جاتا ہے کہ مورخہ 8 اگست 2022 کو صبح 11 بجے حاضر عدالت آکر مقدمہ کی پیروی کریں اور نوٹس طلاق کی تصدیق کریں بصورت دیگر یکطرفہ کارروائی عمل میں لائی جائیگی اور طلاق موثر کردی جائیگی، بعد میں کوئی عذر قابل قبول نہ ہوگا، آج بدستخط ہمارے اور مہر عدالت کے جاری ہوا۔ (180, 1649, 351, 1806)
ad-title: 4 دن میں جسم ہمیشہ کیلئے موٹا (374, 1695, 502, 1724)
ad-body: بعدالت جناب ایڈیشنل کمشنر گوجرانولہ سیالکوٹ کیمپ اپیل برخلاف فیصلہ اے، ڈی، سی آر سیالکوٹ عنوان غلام شبیر وغیرہ بنام غلام مرتضیٰ وغیرہ اشتہار اخبار بنام رسپانڈنس غلام مرتضیٰ، ظہیر عباس محمد رضوان، محمد عمران پسران عابدہ شہناز طاہرہ، ظاہرہ، فریدہ دختران فقیر حسین، محمد بشیر ولد محمد خان، محمد آصف، نصیر عباس پسران خالدہ بی بی دختر نذیر حسین ساکنان بھلہ تحصیل وضلع سیالکوٹ میں رسپانڈنس کی تعمیل عام طریقہ سے ہونا مشکل ہے اس لیے اشتہار اخبار بنام رسپانڈنس جاری کیا جاتا ہے کہ مورخہ 2-8-2022 کو بوقت 8 بجے عدالت حضور میں اصالتاً یا وکالتاً پیش ہوں ورنہ کارروائی یکطرفہ عمل میں لائی جائے گی بعد میں کوئی عذر قابل قبول نہ ہوگا دستخط مہر عدالت جاری ہوا (180, 1823, 350, 2001)
citi-housing-ad (5, 92, 172, 374)
ad-title: ضرورت فنکار ماڈلز (210, 376, 319, 388)
ad-title: ضرورت فنکار (226, 299, 304, 312)
ad-reference (364, 2107, 512, 2120)
ad-phone: 0330-6855732,0321-5193665 (180, 708, 323, 720)
citi-contact (6, 333, 170, 372)
terms-rule: o جملہ اشتہارات نیک نیتی کے جذبے کے تحت قبول کیے جاتے ہیں انتظامیہ کسی اشتہار کے غیر حقیقی ہونے سے متعلق کوئی ذمہ داری نہیں لیتی۔ (364, 354, 512, 405)
classified-ad (180, 502, 350, 562)
